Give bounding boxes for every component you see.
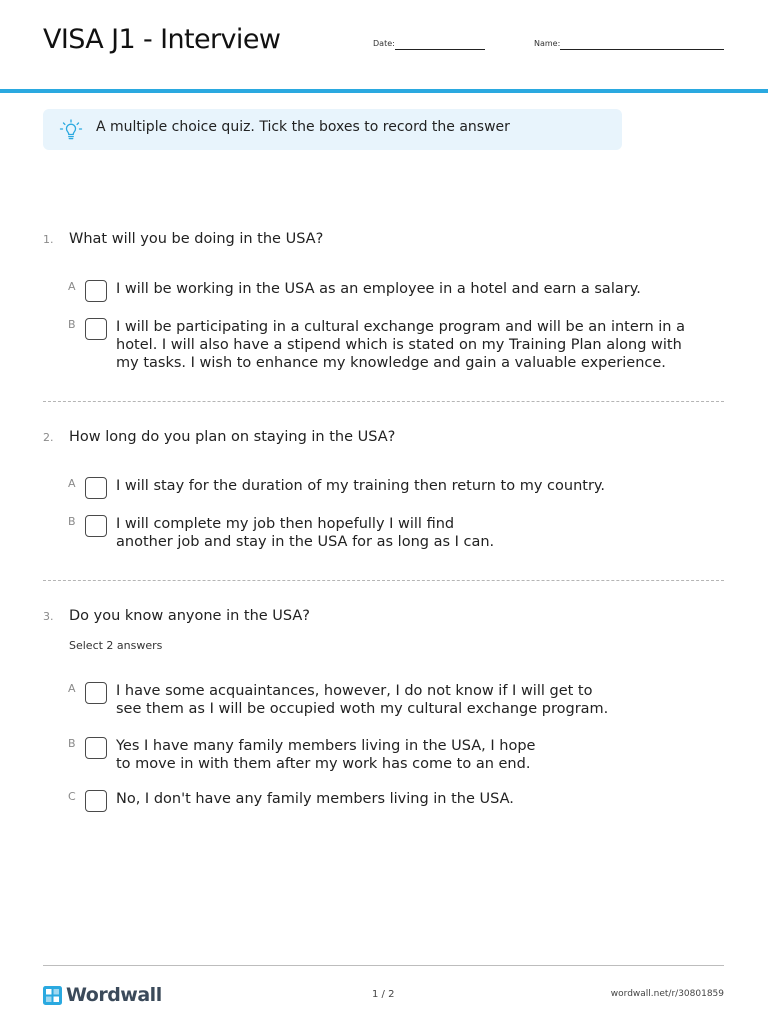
question-text: How long do you plan on staying in the USA?: [69, 429, 396, 445]
option-text: I will be participating in a cultural exchange program and will be an intern in a hotel. I will also have a stipend which is stated on my Training Plan along with my tasks. I wish to enhance my knowledge and gain a valuable experience.: [116, 319, 685, 371]
name-field[interactable]: [560, 49, 724, 50]
option-checkbox[interactable]: [85, 682, 107, 704]
option-text: Yes I have many family members living in the USA, I hope to move in with them after my work has come to an end.: [116, 738, 536, 772]
option-checkbox[interactable]: [85, 477, 107, 499]
option-letter: A: [68, 477, 76, 490]
option-letter: A: [68, 280, 76, 293]
question-number: 1.: [43, 233, 54, 246]
option-checkbox[interactable]: [85, 737, 107, 759]
option-checkbox[interactable]: [85, 318, 107, 340]
question-instruction: Select 2 answers: [69, 639, 163, 652]
question-text: What will you be doing in the USA?: [69, 231, 324, 247]
option-letter: B: [68, 515, 76, 528]
brand-name: Wordwall: [66, 984, 162, 1006]
option-letter: B: [68, 318, 76, 331]
instruction-banner: [43, 109, 622, 150]
worksheet-header: [0, 0, 768, 92]
header-divider: [0, 89, 768, 93]
option-text: I will complete my job then hopefully I will find another job and stay in the USA for as long as I can.: [116, 516, 495, 550]
option-letter: A: [68, 682, 76, 695]
option-checkbox[interactable]: [85, 515, 107, 537]
option-text: No, I don't have any family members living in the USA.: [116, 791, 514, 807]
option-checkbox[interactable]: [85, 790, 107, 812]
question-text: Do you know anyone in the USA?: [69, 608, 311, 624]
option-text: I will stay for the duration of my training then return to my country.: [116, 478, 606, 494]
question-number: 3.: [43, 610, 54, 623]
page-number: 1 / 2: [372, 989, 395, 1000]
option-text: I will be working in the USA as an employee in a hotel and earn a salary.: [116, 281, 641, 297]
option-text: I have some acquaintances, however, I do not know if I will get to see them as I will be occupied woth my cultural exchange program.: [116, 683, 609, 717]
option-letter: C: [68, 790, 76, 803]
instruction-text: A multiple choice quiz. Tick the boxes to record the answer: [96, 119, 510, 135]
option-checkbox[interactable]: [85, 280, 107, 302]
question-divider: [43, 401, 724, 402]
page-title: VISA J1 - Interview: [43, 24, 281, 55]
wordwall-logo-icon: [43, 986, 62, 1005]
option-letter: B: [68, 737, 76, 750]
source-url[interactable]: wordwall.net/r/30801859: [610, 989, 724, 999]
lightbulb-icon: [58, 117, 84, 143]
name-label: Name:: [534, 39, 561, 48]
footer-divider: [43, 965, 724, 966]
question-divider: [43, 580, 724, 581]
date-field[interactable]: [395, 49, 485, 50]
question-number: 2.: [43, 431, 54, 444]
date-label: Date:: [373, 39, 395, 48]
